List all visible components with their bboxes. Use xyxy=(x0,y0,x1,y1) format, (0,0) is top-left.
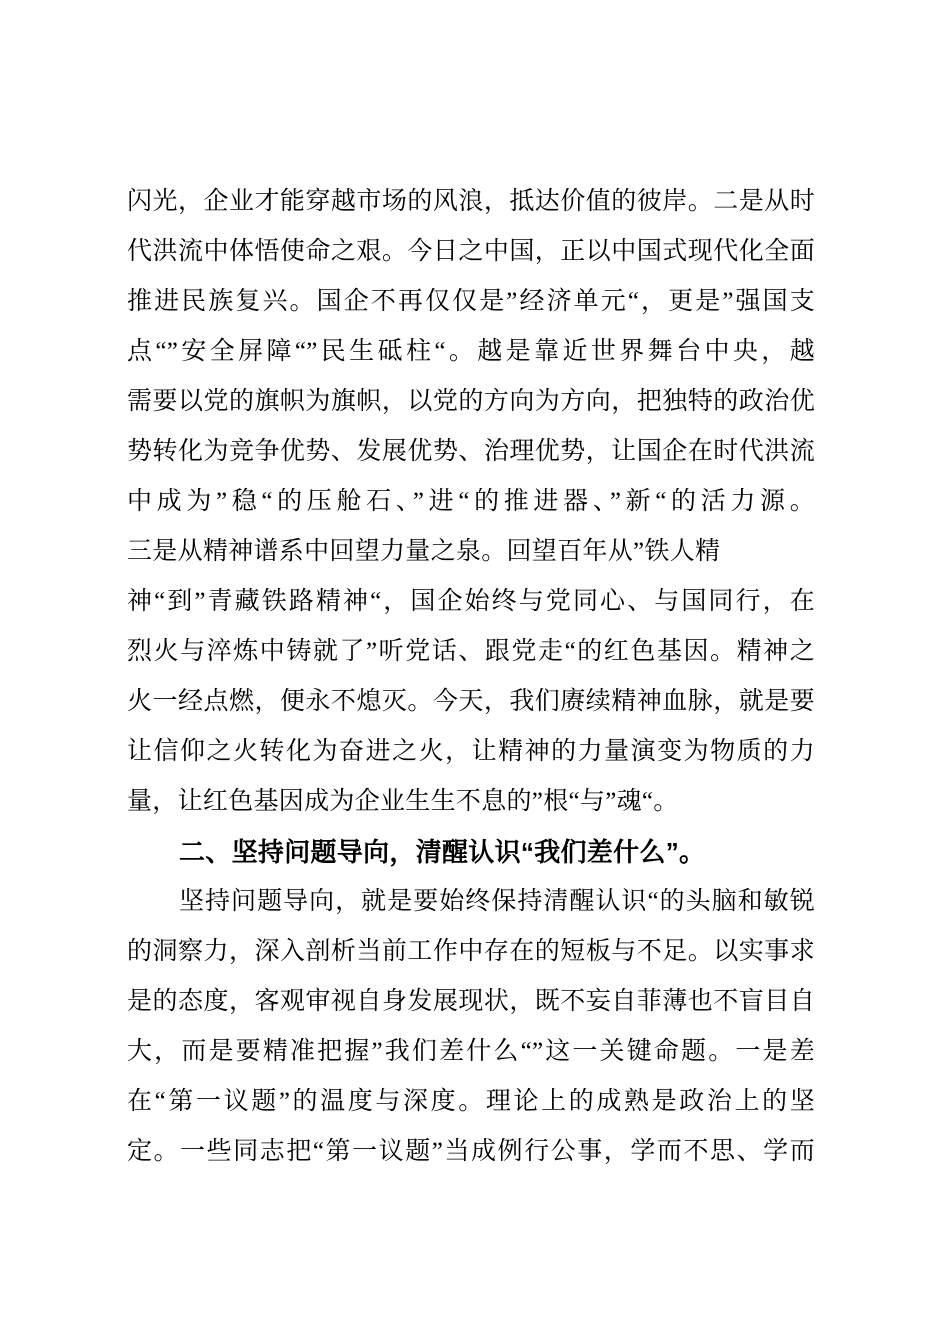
text-line: 点“”安全屏障“”民生砥柱“。越是靠近世界舞台中央，越 xyxy=(127,338,815,365)
text-line: 三是从精神谱系中回望力量之泉。回望百年从”铁人精 xyxy=(127,538,721,565)
text-line: 定。一些同志把“第一议题”当成例行公事，学而不思、学而 xyxy=(127,1138,815,1165)
text-line: 大，而是要精准把握”我们差什么“”这一关键命题。一是差 xyxy=(127,1038,815,1065)
text-line: 势转化为竞争优势、发展优势、治理优势，让国企在时代洪流 xyxy=(127,438,815,465)
text-line: 量，让红色基因成为企业生生不息的”根“与”魂“。 xyxy=(127,788,679,815)
text-line: 火一经点燃，便永不熄灭。今天，我们赓续精神血脉，就是要 xyxy=(127,688,815,715)
text-line: 的洞察力，深入剖析当前工作中存在的短板与不足。以实事求 xyxy=(127,938,815,965)
text-line: 代洪流中体悟使命之艰。今日之中国，正以中国式现代化全面 xyxy=(127,238,815,265)
text-line: 神“到”青藏铁路精神“，国企始终与党同心、与国同行，在 xyxy=(127,588,815,615)
section-heading: 二、坚持问题导向，清醒认识“我们差什么”。 xyxy=(179,837,706,867)
text-line: 在“第一议题”的温度与深度。理论上的成熟是政治上的坚 xyxy=(127,1088,815,1115)
text-line: 让信仰之火转化为奋进之火，让精神的力量演变为物质的力 xyxy=(127,738,815,765)
text-line: 烈火与淬炼中铸就了”听党话、跟党走“的红色基因。精神之 xyxy=(127,638,815,665)
text-line: 坚持问题导向，就是要始终保持清醒认识“的头脑和敏锐 xyxy=(179,888,815,915)
text-line: 需要以党的旗帜为旗帜，以党的方向为方向，把独特的政治优 xyxy=(127,388,815,415)
text-line: 推进民族复兴。国企不再仅仅是”经济单元“，更是”强国支 xyxy=(127,288,815,315)
text-line: 闪光，企业才能穿越市场的风浪，抵达价值的彼岸。二是从时 xyxy=(127,188,815,215)
text-line: 是的态度，客观审视自身发展现状，既不妄自菲薄也不盲目自 xyxy=(127,988,815,1015)
text-line: 中成为”稳“的压舱石、”进“的推进器、”新“的活力源。 xyxy=(127,488,815,515)
document-text-block xyxy=(127,177,815,1177)
